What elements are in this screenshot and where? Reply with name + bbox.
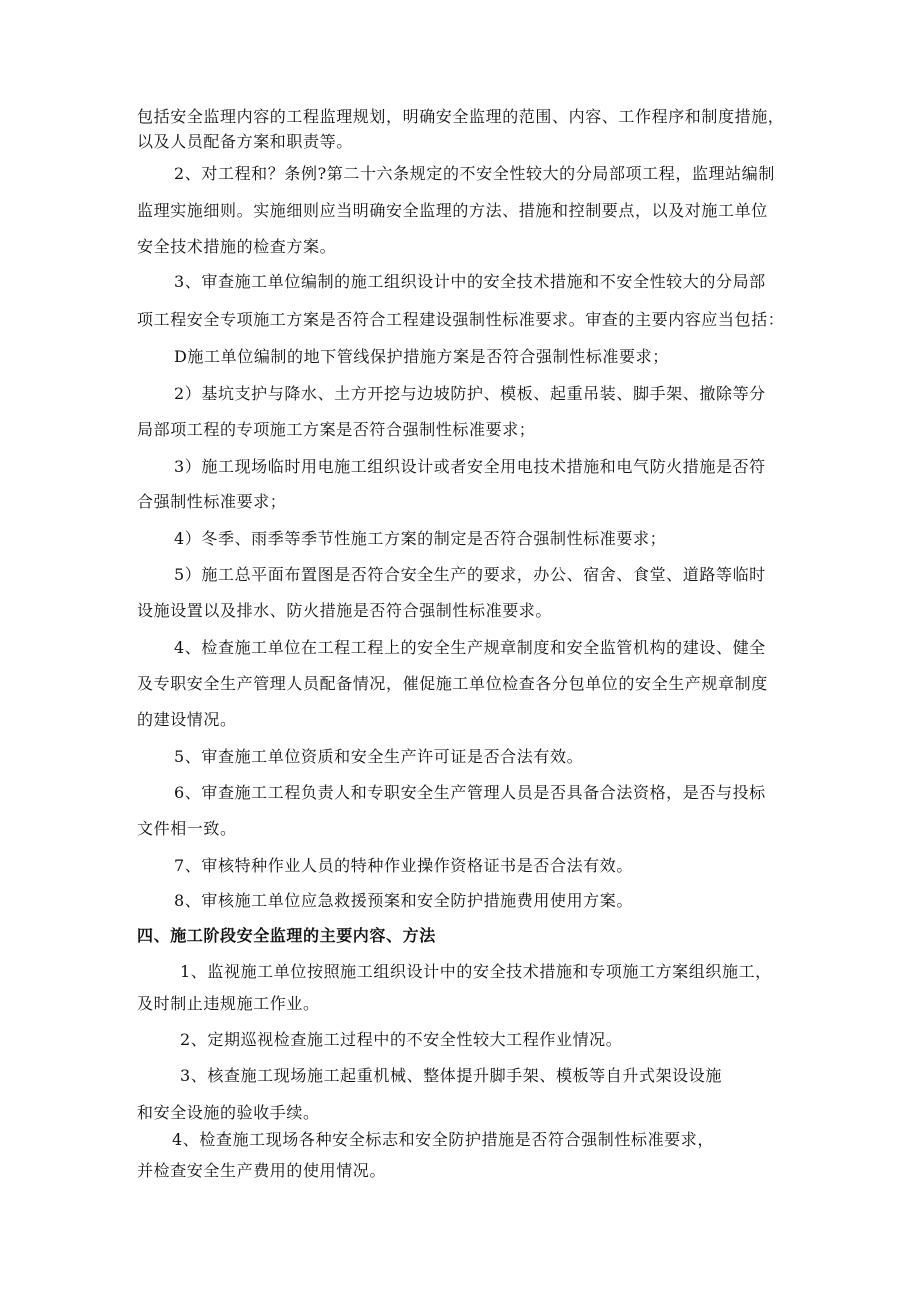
paragraph-line: 4、检查施工单位在工程工程上的安全生产规章制度和安全监管机构的建设、健全 xyxy=(174,638,766,657)
paragraph-line: 5、审查施工单位资质和安全生产许可证是否合法有效。 xyxy=(174,747,584,766)
paragraph-line: D施工单位编制的地下管线保护措施方案是否符合强制性标准要求； xyxy=(174,347,669,366)
paragraph-line: 安全技术措施的检查方案。 xyxy=(137,237,337,256)
paragraph-line: 及专职安全生产管理人员配备情况，催促施工单位检查各分包单位的安全生产规章制度 xyxy=(137,674,768,693)
paragraph-line: 7、审核特种作业人员的特种作业操作资格证书是否合法有效。 xyxy=(174,856,633,875)
paragraph-line: 8、审核施工单位应急救援预案和安全防护措施费用使用方案。 xyxy=(174,891,633,910)
paragraph-line: 4、检查施工现场各种安全标志和安全防护措施是否符合强制性标准要求， xyxy=(172,1130,714,1149)
section-heading: 四、施工阶段安全监理的主要内容、方法 xyxy=(137,926,436,945)
paragraph-line: 3）施工现场临时用电施工组织设计或者安全用电技术措施和电气防火措施是否符 xyxy=(174,457,766,476)
paragraph-line: 合强制性标准要求； xyxy=(137,492,287,511)
paragraph-line: 文件相一致。 xyxy=(137,819,237,838)
paragraph-line: 和安全设施的验收手续。 xyxy=(137,1103,320,1122)
paragraph-line: 2、对工程和？条例?第二十六条规定的不安全性较大的分局部项工程，监理站编制 xyxy=(174,164,775,183)
paragraph-line: 并检查安全生产费用的使用情况。 xyxy=(137,1161,387,1180)
paragraph-line: 设施设置以及排水、防火措施是否符合强制性标准要求。 xyxy=(137,601,553,620)
paragraph-line: 的建设情况。 xyxy=(137,710,237,729)
paragraph-line: 5）施工总平面布置图是否符合安全生产的要求，办公、宿舍、食堂、道路等临时 xyxy=(174,565,766,584)
paragraph-line: 局部项工程的专项施工方案是否符合强制性标准要求； xyxy=(137,420,536,439)
paragraph-line: 监理实施细则。实施细则应当明确安全监理的方法、措施和控制要点，以及对施工单位 xyxy=(137,201,768,220)
paragraph-line: 及时制止违规施工作业。 xyxy=(137,994,320,1013)
paragraph-line: 4）冬季、雨季等季节性施工方案的制定是否符合强制性标准要求； xyxy=(174,529,667,548)
paragraph-line: 3、核查施工现场施工起重机械、整体提升脚手架、模板等自升式架设设施 xyxy=(180,1066,722,1085)
paragraph-line: 以及人员配备方案和职责等。 xyxy=(137,132,353,151)
paragraph-line: 2、定期巡视检查施工过程中的不安全性较大工程作业情况。 xyxy=(180,1030,623,1049)
paragraph-line: 1、监视施工单位按照施工组织设计中的安全技术措施和专项施工方案组织施工， xyxy=(180,962,772,981)
paragraph-line: 包括安全监理内容的工程监理规划，明确安全监理的范围、内容、工作程序和制度措施， xyxy=(137,107,785,126)
paragraph-line: 2）基坑支护与降水、土方开挖与边坡防护、模板、起重吊装、脚手架、撤除等分 xyxy=(174,384,766,403)
paragraph-line: 项工程安全专项施工方案是否符合工程建设强制性标准要求。审查的主要内容应当包括： xyxy=(137,310,785,329)
paragraph-line: 3、审查施工单位编制的施工组织设计中的安全技术措施和不安全性较大的分局部 xyxy=(174,272,766,291)
paragraph-line: 6、审查施工工程负责人和专职安全生产管理人员是否具备合法资格，是否与投标 xyxy=(174,783,766,802)
